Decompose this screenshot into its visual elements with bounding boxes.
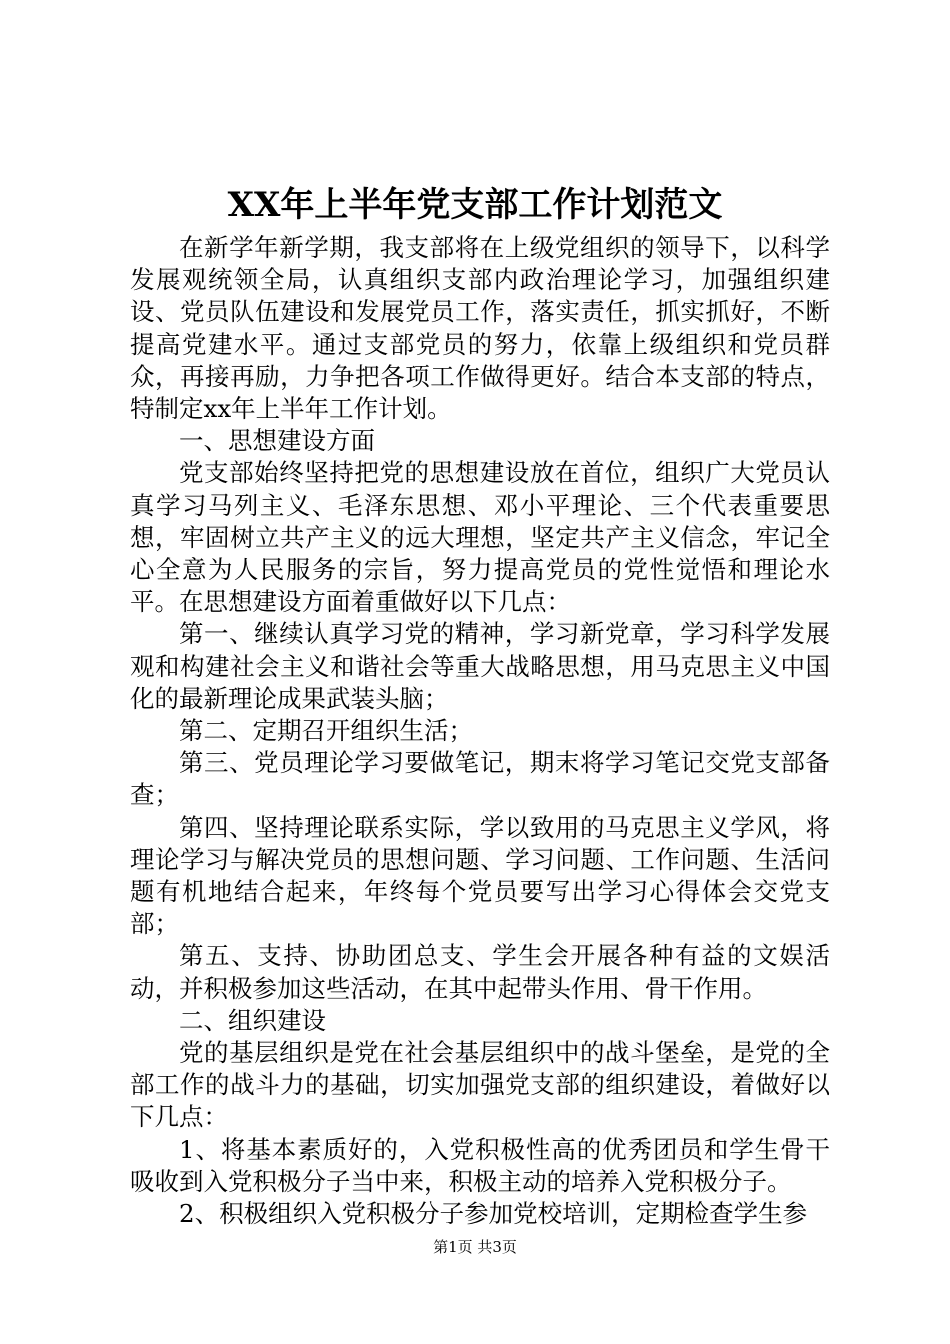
paragraph-organization: 党的基层组织是党在社会基层组织中的战斗堡垒，是党的全部工作的战斗力的基础，切实加强党支部的组织建设，着做好以下几点：	[130, 1038, 830, 1132]
paragraph-org-item-2: 2、积极组织入党积极分子参加党校培训，定期检查学生参	[179, 1199, 808, 1229]
paragraph-ideology: 党支部始终坚持把党的思想建设放在首位，组织广大党员认真学习马列主义、毛泽东思想、邓小平理论、三个代表重要思想，牢固树立共产主义的远大理想，坚定共产主义信念，牢记全心全意为人民服务的宗旨，努力提高党员的党性觉悟和理论水平。在思想建设方面着重做好以下几点：	[130, 458, 830, 617]
document-title: XX年上半年党支部工作计划范文	[227, 185, 723, 225]
section-heading-ideology: 一、思想建设方面	[179, 426, 375, 456]
page-number-footer: 第1页 共3页	[433, 1238, 517, 1256]
paragraph-point-5: 第五、支持、协助团总支、学生会开展各种有益的文娱活动，并积极参加这些活动，在其中起带头作用、骨干作用。	[130, 941, 830, 1003]
paragraph-intro: 在新学年新学期，我支部将在上级党组织的领导下，以科学发展观统领全局，认真组织支部内政治理论学习，加强组织建设、党员队伍建设和发展党员工作，落实责任，抓实抓好，不断提高党建水平。通过支部党员的努力，依靠上级组织和党员群众，再接再励，力争把各项工作做得更好。结合本支部的特点，特制定xx年上半年工作计划。	[130, 233, 830, 424]
paragraph-org-item-1: 1、将基本素质好的，入党积极性高的优秀团员和学生骨干吸收到入党积极分子当中来，积极主动的培养入党积极分子。	[130, 1134, 830, 1196]
document-body	[130, 232, 830, 1230]
section-heading-organization: 二、组织建设	[179, 1005, 326, 1035]
paragraph-point-3: 第三、党员理论学习要做笔记，期末将学习笔记交党支部备查；	[130, 748, 830, 810]
paragraph-point-2: 第二、定期召开组织生活；	[179, 716, 473, 746]
paragraph-point-4: 第四、坚持理论联系实际，学以致用的马克思主义学风，将理论学习与解决党员的思想问题、学习问题、工作问题、生活问题有机地结合起来，年终每个党员要写出学习心得体会交党支部；	[130, 812, 830, 939]
paragraph-point-1: 第一、继续认真学习党的精神，学习新党章，学习科学发展观和构建社会主义和谐社会等重大战略思想，用马克思主义中国化的最新理论成果武装头脑；	[130, 619, 830, 713]
